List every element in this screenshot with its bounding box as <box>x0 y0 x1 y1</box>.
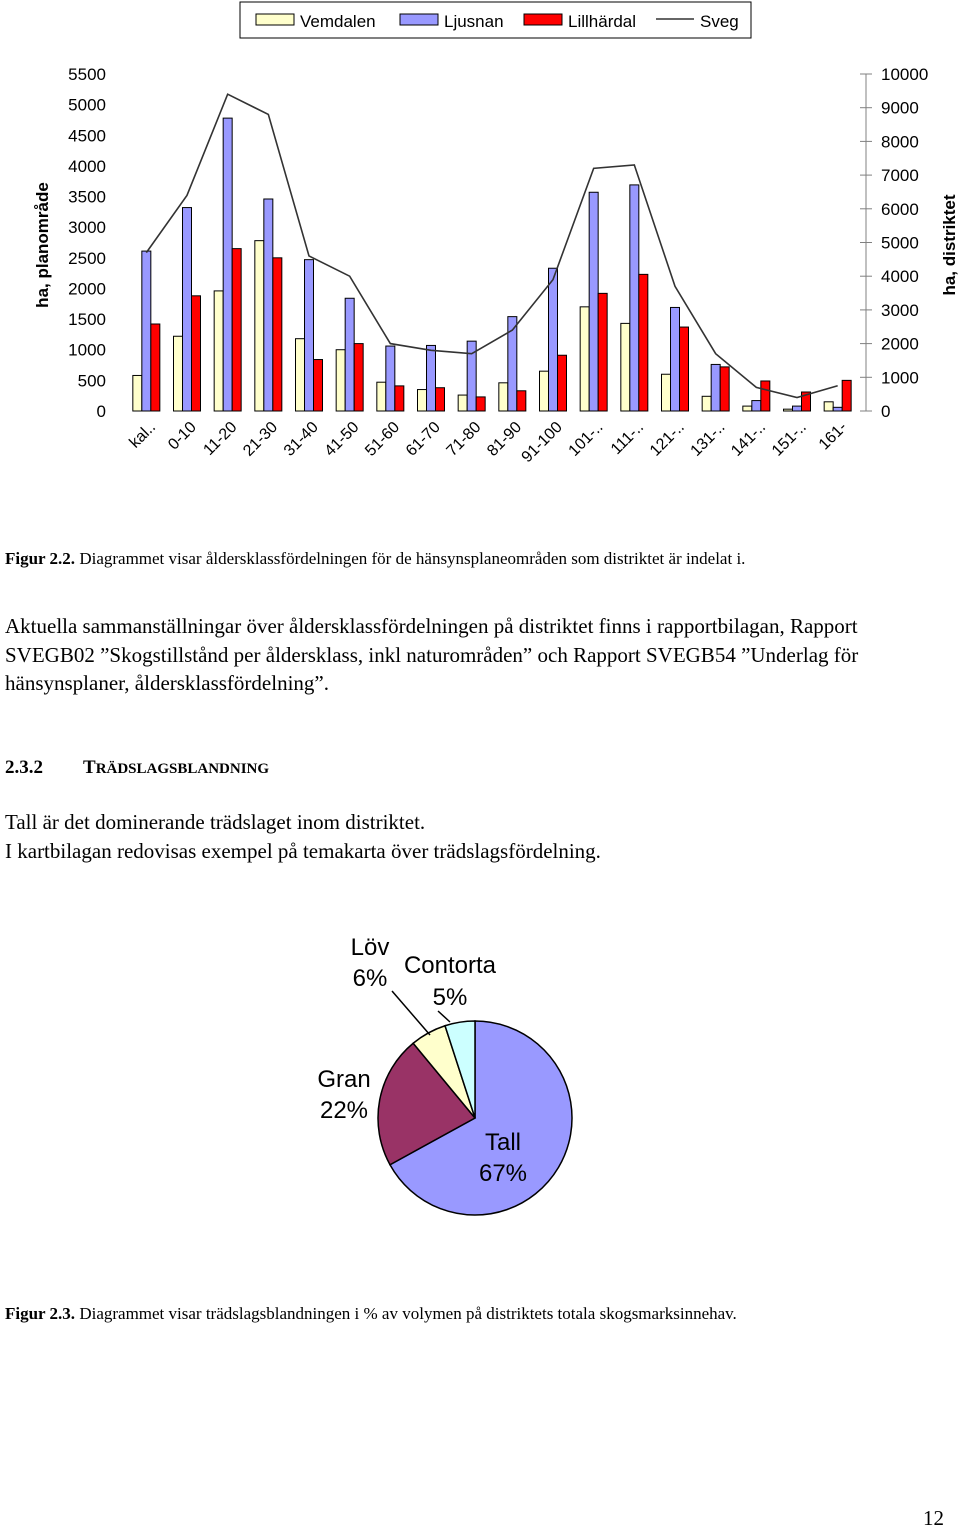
bar-ljusnan <box>630 185 639 411</box>
y-tick-label: 2000 <box>68 279 106 299</box>
bar-vemdalen <box>662 374 671 411</box>
bar-lillhärdal <box>761 381 770 411</box>
bar-lillhärdal <box>842 380 851 411</box>
bar-vemdalen <box>499 383 508 411</box>
y-tick-label: 3000 <box>68 218 106 238</box>
y-right-tick-label: 1000 <box>881 368 919 388</box>
line-sveg <box>146 94 837 397</box>
figure-2-2-label: Figur 2.2. <box>5 549 76 568</box>
page-number: 12 <box>923 1506 944 1530</box>
bar-ljusnan <box>427 345 436 411</box>
y-right-tick-label: 3000 <box>881 300 919 320</box>
bar-vemdalen <box>377 382 386 411</box>
bar-ljusnan <box>752 401 761 411</box>
legend-label-3: Sveg <box>700 12 739 31</box>
pie-percent-tall: 67% <box>478 1160 528 1187</box>
y-right-tick-label: 2000 <box>881 334 919 354</box>
x-tick-label: 151-.. <box>768 418 810 460</box>
y-right-tick-label: 8000 <box>881 132 919 152</box>
x-tick-label: 91-100 <box>518 418 566 467</box>
section-heading <box>5 757 269 779</box>
figure-2-2-text: Diagrammet visar åldersklassfördelningen för de hänsynsplaneområden som distriktet är indelat i. <box>75 549 746 568</box>
y-axis-title: ha, planområde <box>33 182 52 308</box>
bar-ljusnan <box>305 260 314 411</box>
bar-lillhärdal <box>598 293 607 411</box>
section-title-rest: RÄDSLAGSBLANDNING <box>95 761 270 777</box>
bar-lillhärdal <box>558 355 567 411</box>
x-tick-label: 41-50 <box>321 418 363 460</box>
x-tick-label: 121-.. <box>646 418 688 460</box>
bar-vemdalen <box>743 406 752 411</box>
figure-2-3-text: Diagrammet visar trädslagsblandningen i % av volymen på distriktets totala skogsmarksinnehav. <box>75 1304 737 1323</box>
bar-ljusnan <box>264 199 273 411</box>
y-tick-label: 1000 <box>68 340 106 360</box>
pie-percent-löv: 6% <box>352 965 388 992</box>
x-tick-label: 31-40 <box>280 418 322 460</box>
bar-vemdalen <box>336 350 345 411</box>
y-tick-label: 5000 <box>68 95 106 115</box>
bar-lillhärdal <box>395 386 404 411</box>
bar-vemdalen <box>702 396 711 411</box>
bar-vemdalen <box>296 339 305 411</box>
legend-swatch-0 <box>256 14 294 25</box>
paragraph-species-line-1: Tall är det dominerande trädslaget inom distriktet. <box>5 810 426 834</box>
bar-vemdalen <box>621 323 630 411</box>
bar-vemdalen <box>418 390 427 411</box>
y-right-axis-title: ha, distriktet <box>940 194 959 296</box>
paragraph-age-class-reports: Aktuella sammanställningar över åldersklassfördelningen på distriktet finns i rapportbilagan, Rapport SVEGB02 ”Skogstillstånd per åldersklass, inkl naturområden” och Rapport SVEGB54 ”Underlag för hänsynsplaner, åldersklassfördelning”. <box>5 614 859 695</box>
bar-lillhärdal <box>639 274 648 411</box>
bar-ljusnan <box>711 364 720 411</box>
bar-vemdalen <box>580 307 589 411</box>
figure-2-3-label: Figur 2.3. <box>5 1304 76 1323</box>
pie-label-contorta: Contorta <box>403 952 497 979</box>
pie-label-löv: Löv <box>350 934 390 961</box>
x-tick-label: 81-90 <box>484 418 526 460</box>
x-tick-label: 161- <box>815 418 851 454</box>
legend-label-0: Vemdalen <box>300 12 376 31</box>
x-tick-label: 61-70 <box>402 418 444 460</box>
pie-percent-gran: 22% <box>319 1097 369 1124</box>
bar-vemdalen <box>133 375 142 411</box>
pie-percent-contorta: 5% <box>432 984 468 1011</box>
x-tick-label: 21-30 <box>240 418 282 460</box>
pie-label-gran: Gran <box>317 1066 371 1093</box>
y-right-tick-label: 9000 <box>881 98 919 118</box>
y-right-tick-label: 6000 <box>881 199 919 219</box>
bar-lillhärdal <box>192 296 201 411</box>
bar-lillhärdal <box>273 258 282 411</box>
bar-lillhärdal <box>314 360 323 411</box>
y-tick-label: 5500 <box>68 65 106 84</box>
y-right-tick-label: 10000 <box>881 65 929 84</box>
legend-swatch-2 <box>524 14 562 25</box>
y-tick-label: 0 <box>96 402 106 421</box>
bar-vemdalen <box>174 336 183 411</box>
bar-lillhärdal <box>680 327 689 411</box>
bar-vemdalen <box>784 409 793 411</box>
bar-ljusnan <box>549 268 558 411</box>
bar-vemdalen <box>824 402 833 411</box>
section-title-initial: T <box>83 757 96 778</box>
figure-2-2-caption <box>5 549 745 569</box>
y-tick-label: 4500 <box>68 126 106 146</box>
paragraph-species-line-2: I kartbilagan redovisas exempel på temakarta över trädslagsfördelning. <box>5 838 601 863</box>
bar-vemdalen <box>458 395 467 411</box>
y-right-tick-label: 0 <box>881 402 891 421</box>
bar-ljusnan <box>345 298 354 411</box>
bar-ljusnan <box>183 208 192 411</box>
leader-line-contorta <box>438 1011 450 1022</box>
bar-ljusnan <box>671 307 680 411</box>
leader-line-lov <box>392 991 430 1035</box>
bar-ljusnan <box>589 192 598 411</box>
bar-vemdalen <box>255 241 264 411</box>
x-tick-label: 11-20 <box>200 418 241 459</box>
paragraph-species <box>5 808 945 865</box>
age-class-chart <box>0 0 960 500</box>
section-number: 2.3.2 <box>5 757 43 778</box>
bar-lillhärdal <box>354 344 363 411</box>
bar-ljusnan <box>142 251 151 411</box>
bar-ljusnan <box>793 406 802 411</box>
x-tick-label: 51-60 <box>362 418 404 460</box>
x-tick-label: 71-80 <box>443 418 485 460</box>
bar-lillhärdal <box>476 397 485 411</box>
bar-lillhärdal <box>151 324 160 411</box>
y-tick-label: 500 <box>77 371 106 391</box>
x-tick-label: kal.. <box>126 418 160 452</box>
bar-vemdalen <box>214 291 223 411</box>
y-tick-label: 2500 <box>68 248 106 268</box>
x-tick-label: 111-.. <box>607 418 648 459</box>
legend-label-1: Ljusnan <box>444 12 504 31</box>
y-tick-label: 3500 <box>68 187 106 207</box>
y-right-tick-label: 4000 <box>881 267 919 287</box>
x-tick-label: 131-.. <box>687 418 729 460</box>
y-right-tick-label: 5000 <box>881 233 919 253</box>
y-right-tick-label: 7000 <box>881 166 919 186</box>
y-tick-label: 4000 <box>68 156 106 176</box>
bar-ljusnan <box>223 118 232 411</box>
bar-lillhärdal <box>436 388 445 411</box>
x-tick-label: 101-.. <box>565 418 607 460</box>
bar-ljusnan <box>386 346 395 411</box>
pie-label-tall: Tall <box>484 1129 522 1156</box>
bar-vemdalen <box>540 371 549 411</box>
x-tick-label: 0-10 <box>165 418 200 454</box>
y-tick-label: 1500 <box>68 310 106 330</box>
bar-lillhärdal <box>720 367 729 411</box>
x-tick-label: 141-.. <box>728 418 770 460</box>
figure-2-3-caption <box>5 1304 737 1324</box>
bar-lillhärdal <box>232 249 241 411</box>
legend-label-2: Lillhärdal <box>568 12 637 31</box>
species-pie-chart <box>300 925 600 1225</box>
bar-ljusnan <box>833 407 842 411</box>
bar-lillhärdal <box>517 391 526 411</box>
legend-swatch-1 <box>400 14 438 25</box>
